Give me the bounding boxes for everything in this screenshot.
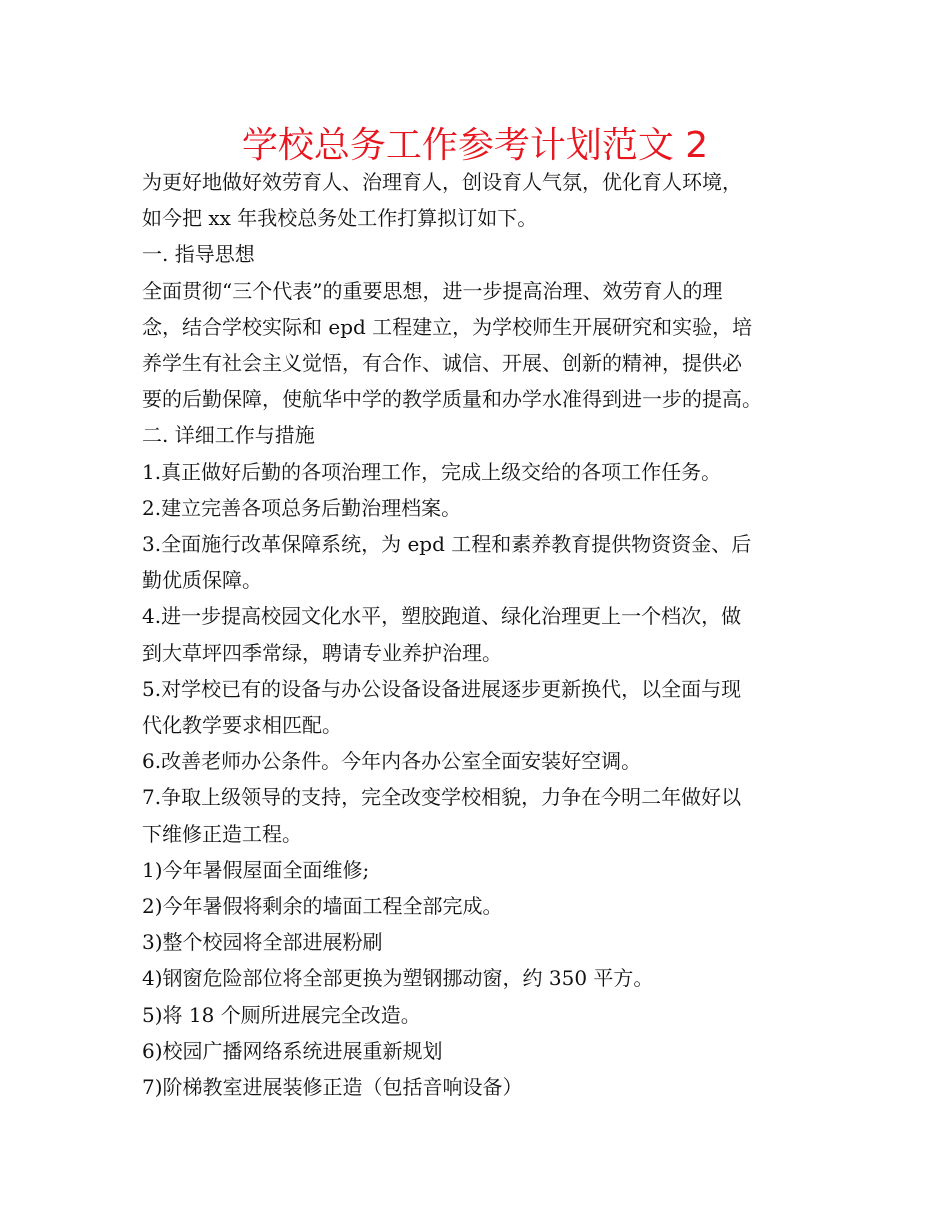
sub-list-item: 5)将 18 个厕所进展完全改造。	[142, 1002, 421, 1027]
paragraph-line: 念，结合学校实际和 epd 工程建立，为学校师生开展研究和实验，培	[142, 314, 753, 339]
document-title: 学校总务工作参考计划范文 2	[241, 125, 709, 166]
sub-list-item: 1)今年暑假屋面全面维修;	[142, 857, 370, 882]
list-item: 3.全面施行改革保障系统，为 epd 工程和素养教育提供物资资金、后	[142, 532, 752, 557]
list-item: 4.进一步提高校园文化水平，塑胶跑道、绿化治理更上一个档次，做	[142, 604, 742, 629]
list-item: 7.争取上级领导的支持，完全改变学校相貌，力争在今明二年做好以	[142, 785, 742, 810]
section-heading: 一. 指导思想	[142, 242, 255, 267]
paragraph-line: 全面贯彻“三个代表”的重要思想，进一步提高治理、效劳育人的理	[142, 278, 723, 303]
list-item-continuation: 下维修正造工程。	[142, 821, 302, 846]
sub-list-item: 7)阶梯教室进展装修正造（包括音响设备）	[142, 1075, 523, 1100]
sub-list-item: 4)钢窗危险部位将全部更换为塑钢挪动窗，约 350 平方。	[142, 966, 654, 991]
paragraph-line: 如今把 xx 年我校总务处工作打算拟订如下。	[142, 206, 538, 231]
list-item: 5.对学校已有的设备与办公设备设备进展逐步更新换代，以全面与现	[142, 676, 742, 701]
sub-list-item: 2)今年暑假将剩余的墙面工程全部完成。	[142, 894, 503, 919]
list-item-continuation: 勤优质保障。	[142, 568, 262, 593]
sub-list-item: 3)整个校园将全部进展粉刷	[142, 930, 383, 955]
list-item-continuation: 到大草坪四季常绿，聘请专业养护治理。	[142, 640, 502, 665]
section-heading: 二. 详细工作与措施	[142, 423, 315, 448]
list-item-continuation: 代化教学要求相匹配。	[142, 713, 342, 738]
sub-list-item: 6)校园广播网络系统进展重新规划	[142, 1038, 443, 1063]
list-item: 1.真正做好后勤的各项治理工作，完成上级交给的各项工作任务。	[142, 459, 722, 484]
paragraph-line: 养学生有社会主义觉悟，有合作、诚信、开展、创新的精神，提供必	[142, 351, 742, 376]
paragraph-line: 为更好地做好效劳育人、治理育人，创设育人气氛，优化育人环境，	[142, 170, 742, 194]
list-item: 2.建立完善各项总务后勤治理档案。	[142, 495, 462, 520]
paragraph-line: 要的后勤保障，使航华中学的教学质量和办学水准得到进一步的提高。	[142, 387, 762, 412]
list-item: 6.改善老师办公条件。今年内各办公室全面安装好空调。	[142, 749, 642, 774]
document-body	[142, 164, 814, 1105]
